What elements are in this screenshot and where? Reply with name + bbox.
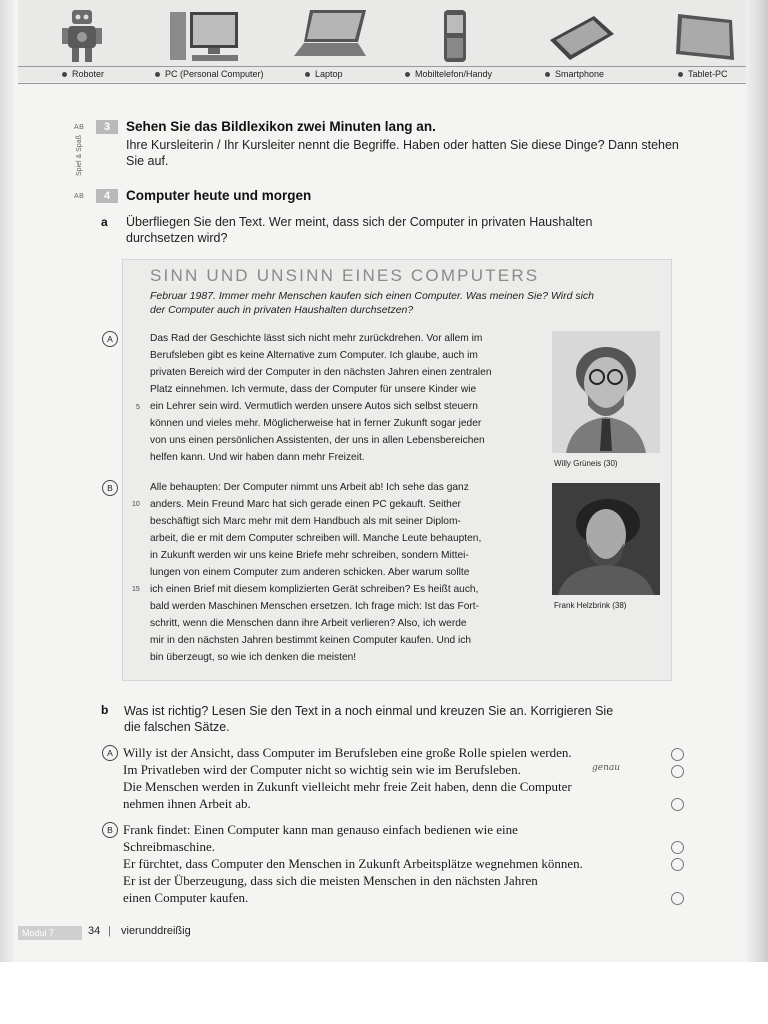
exercise-instruction: Ihre Kursleiterin / Ihr Kursleiter nennt die Begriffe. Haben oder hatten Sie diese Dinge? Dann stehen Sie auf. [126, 138, 679, 168]
article-intro: Februar 1987. Immer mehr Menschen kaufen sich einen Computer. Was meinen Sie? Wird sich der Computer auch in privaten Haushalten durchsetzen? [150, 290, 595, 316]
article-title: SINN UND UNSINN EINES COMPUTERS [150, 266, 540, 285]
side-label: Spiel & Spaß [76, 135, 83, 176]
answer-checkbox-a3[interactable] [671, 798, 684, 811]
text-marker-a: A [102, 331, 118, 347]
statement-a3-cont: nehmen ihnen Arbeit ab. [123, 796, 251, 811]
statement-a3: Die Menschen werden in Zukunft vielleicht mehr freie Zeit haben, denn die Computer [123, 779, 572, 794]
task-b-label: b [101, 703, 109, 717]
exercise-number: 4 [96, 189, 118, 203]
statement-b1-cont: Schreibmaschine. [123, 839, 216, 854]
statement-a1: Willy ist der Ansicht, dass Computer im Berufsleben eine große Rolle spielen werden. [123, 745, 572, 760]
article-paragraph-a: Das Rad der Geschichte lässt sich nicht mehr zurückdrehen. Vor allem im Berufsleben gibt es keine Alternative zum Computer. Ich glaube, auch im privaten Bereich wird der Computer in den nächsten Jahren einen zentralen Platz einnehmen. Ich vermute, dass der Computer für unsere Kinder wie ein Lehrer sein wird. Vermutlich werden unsere Autos sich selbst steuern können und vieles mehr. Möglicherweise hat in ferner Zukunft sogar jeder von uns einen persönlichen Assistenten, der uns in allen Lebensbereichen helfen kann. Und wir haben dann mehr Freizeit. [150, 333, 492, 463]
statement-b3-cont: einen Computer kaufen. [123, 890, 249, 905]
footer-separator: | [108, 925, 111, 937]
answer-checkbox-b3[interactable] [671, 892, 684, 905]
statement-a2: Im Privatleben wird der Computer nicht so wichtig sein wie im Berufsleben. [123, 762, 521, 777]
handwritten-note: genau [592, 763, 621, 773]
portrait-frank [552, 483, 660, 595]
caption-frank: Frank Helzbrink (38) [554, 601, 627, 610]
robot-icon [60, 8, 104, 66]
statement-b2: Er fürchtet, dass Computer den Menschen in Zukunft Arbeitsplätze wegnehmen können. [123, 856, 583, 871]
answer-checkbox-b2[interactable] [671, 858, 684, 871]
ab-label: AB [74, 124, 85, 131]
page-number-word: vierunddreißig [121, 925, 191, 937]
caption-smartphone: Smartphone [545, 69, 604, 79]
task-a-instruction: Überfliegen Sie den Text. Wer meint, dass sich der Computer in privaten Haushalten durchsetzen wird? [126, 215, 593, 245]
caption-mobile: Mobiltelefon/Handy [405, 69, 492, 79]
statement-b3: Er ist der Überzeugung, dass sich die meisten Menschen in den nächsten Jahren [123, 873, 538, 888]
portrait-willy [552, 331, 660, 453]
statement-marker-b: B [102, 822, 118, 838]
answer-checkbox-b1[interactable] [671, 841, 684, 854]
scan-left-edge [0, 0, 14, 1024]
smartphone-icon [538, 12, 618, 64]
module-tab: Modul 7 [18, 926, 82, 940]
exercise-number: 3 [96, 120, 118, 134]
exercise-title: Sehen Sie das Bildlexikon zwei Minuten lang an. [126, 119, 436, 134]
scan-right-edge [746, 0, 768, 1024]
statement-marker-a: A [102, 745, 118, 761]
task-a-label: a [101, 215, 108, 229]
caption-pc: PC (Personal Computer) [155, 69, 264, 79]
exercise-title: Computer heute und morgen [126, 188, 312, 203]
laptop-icon [292, 6, 370, 62]
statements-a [123, 744, 668, 812]
text-marker-b: B [102, 480, 118, 496]
statements-b [123, 821, 668, 906]
page-number: 34 [88, 925, 101, 937]
page-bottom-margin [0, 962, 768, 1024]
statement-b1: Frank findet: Einen Computer kann man genauso einfach bedienen wie eine [123, 822, 518, 837]
caption-bar [18, 66, 746, 84]
caption-robot: Roboter [62, 69, 104, 79]
mobile-phone-icon [442, 8, 468, 64]
caption-tablet: Tablet-PC [678, 69, 728, 79]
answer-checkbox-a2[interactable] [671, 765, 684, 778]
tablet-icon [672, 10, 742, 62]
ab-label: AB [74, 193, 85, 200]
caption-laptop: Laptop [305, 69, 343, 79]
desktop-pc-icon [166, 10, 244, 64]
line-number: 15 [132, 586, 140, 593]
answer-checkbox-a1[interactable] [671, 748, 684, 761]
caption-willy: Willy Grüneis (30) [554, 459, 618, 468]
article-paragraph-b: Alle behaupten: Der Computer nimmt uns Arbeit ab! Ich sehe das ganz anders. Mein Freund Marc hat sich gerade einen PC gekauft. Seither beschäftigt sich Marc mehr mit dem Handbuch als mit seiner Diplom- arbeit, die er mit dem Computer schreiben will. Manche Leute behaupten, in Zukunft werden wir uns keine Briefe mehr schreiben, sondern Mittei- lungen von einem Computer zum anderen schicken. Aber warum sollte ich einen Brief mit diesem komplizierten Gerät schreiben? Es heißt auch, bald werden Maschinen Menschen ersetzen. Ich frage mich: Ist das Fort- schritt, wenn die Menschen dann ihre Arbeit verlieren? Also, ich werde mir in den nächsten Jahren bestimmt keinen Computer kaufen. Und ich bin überzeugt, so wie ich denken die meisten! [150, 482, 482, 663]
line-number: 5 [136, 404, 140, 411]
task-b-instruction: Was ist richtig? Lesen Sie den Text in a noch einmal und kreuzen Sie an. Korrigieren Sie die falschen Sätze. [124, 704, 614, 734]
line-number: 10 [132, 501, 140, 508]
